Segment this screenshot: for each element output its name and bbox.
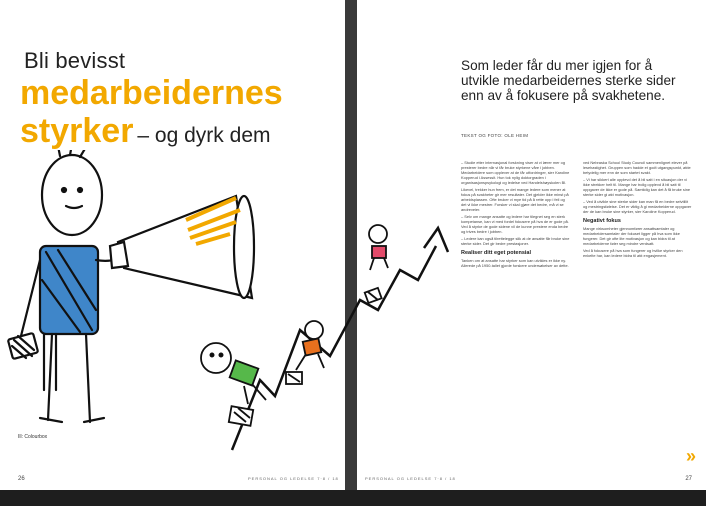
green-figure — [201, 343, 266, 426]
subheading-potential: Realiser ditt eget potensial — [461, 250, 531, 256]
body-paragraph: – Selv om mange ansatte og ledere har tilegnet seg en sterk kompetanse, kan vi med fordel fokusere på hva de er gode på. Ved å styrke de gode sidene vil de kunne prestere enda bedre og trives bedre i jobben. — [461, 214, 569, 234]
page-number-right: 27 — [685, 476, 692, 482]
pink-figure — [365, 225, 388, 303]
body-paragraph: – Ved å utvikle sine sterke sider kan man få en bedre selvtillit og mestringsfølelse. Det er viktig å gi medarbeiderne oppgaver der de kan bruke sine styrker, sier Karoline Kopperud. — [583, 199, 692, 214]
title-line-3 — [20, 112, 271, 151]
footer-right: PERSONAL OG LEDELSE 7·8 / 18 — [365, 476, 456, 481]
byline: TEKST OG FOTO: OLE HEIM — [461, 133, 529, 138]
footer-left: PERSONAL OG LEDELSE 7·8 / 18 — [248, 476, 339, 481]
body-paragraph: Ved å fokusere på hva som fungerer og hvilke styrker den enkelte har, kan ledere bidra til økt engasjement. — [583, 248, 683, 258]
body-paragraph: – Vi har sikkert alle opplevd det å bli satt i en situasjon der vi ikke strekker helt til. Mange har trolig opplevd å bli satt til oppgaver de ikke er gode på. Samtidig kan det å få bruke sine sterke sider gi økt motivasjon. — [583, 177, 691, 197]
title-line-2: medarbeidernes — [20, 74, 283, 112]
megaphone-figure — [8, 150, 254, 422]
body-paragraph: ved Nebraska School Study Council sammenlignet elever på lesehastighet. Gruppen som hadde et godt utgangspunkt, økte betydelig mer enn de som startet svakt. — [583, 160, 691, 175]
title-line-3-rest: – og dyrk dem — [137, 124, 271, 147]
body-paragraph: Tanken om at ansatte har styrker som kan utvikles er ikke ny. Allerede på 1950-tallet gjorde forskere undersøkelser av dette. — [461, 258, 569, 268]
title-line-1: Bli bevisst — [24, 48, 126, 73]
growth-arrow — [232, 246, 436, 450]
body-paragraph: – Studie etter internasjonal forskning viser at vi lærer mer og presterer bedre når vi får bruke styrkene våre i jobben. Medarbeidere som opplever at de får utfordringer, sier Karoline Kopperud i Assessit. Hun tok nylig doktorgraden i organisasjonspsykologi og ledelse ved Handelshøyskolen BI. — [461, 160, 570, 185]
page-number-left: 26 — [18, 476, 25, 482]
subheading-negative-focus: Negativt fokus — [583, 218, 621, 224]
lead-paragraph: Som leder får du mer igjen for å utvikle medarbeidernes sterke sider enn av å fokusere på svakhetene. — [461, 58, 676, 103]
illustration — [0, 150, 706, 480]
photo-credit: Ill: Colourbox — [18, 434, 48, 440]
title-line-3-bold: styrker — [20, 112, 134, 150]
body-paragraph: Mange virksomheter gjennomfører ansattsamtaler og medarbeidersamtaler der fokuset ligger på hva som ikke fungerer. Det gir ofte lite motivasjon og kan bidra til at medarbeiderne føler seg mindre verdsatt. — [583, 226, 680, 246]
body-paragraph: – Ledere kan også tilrettelegge slik at de ansatte får bruke sine sterke sider. Det gir bedre prestasjoner. — [461, 236, 570, 246]
bottom-strip — [0, 490, 706, 506]
quote-mark-icon: » — [685, 446, 696, 466]
body-paragraph: Likevel, trekker hun frem, er det mange ledere som mener at fokus på svakheter gir mer resultater. Det gjelder ikke minst på arbeidsplassen. Ofte bruker vi mye tid på å rette opp i feil og det vi ikke mestrer. Forsker vi skal gjøre det bedre, må vi se andreveier. — [461, 187, 569, 212]
